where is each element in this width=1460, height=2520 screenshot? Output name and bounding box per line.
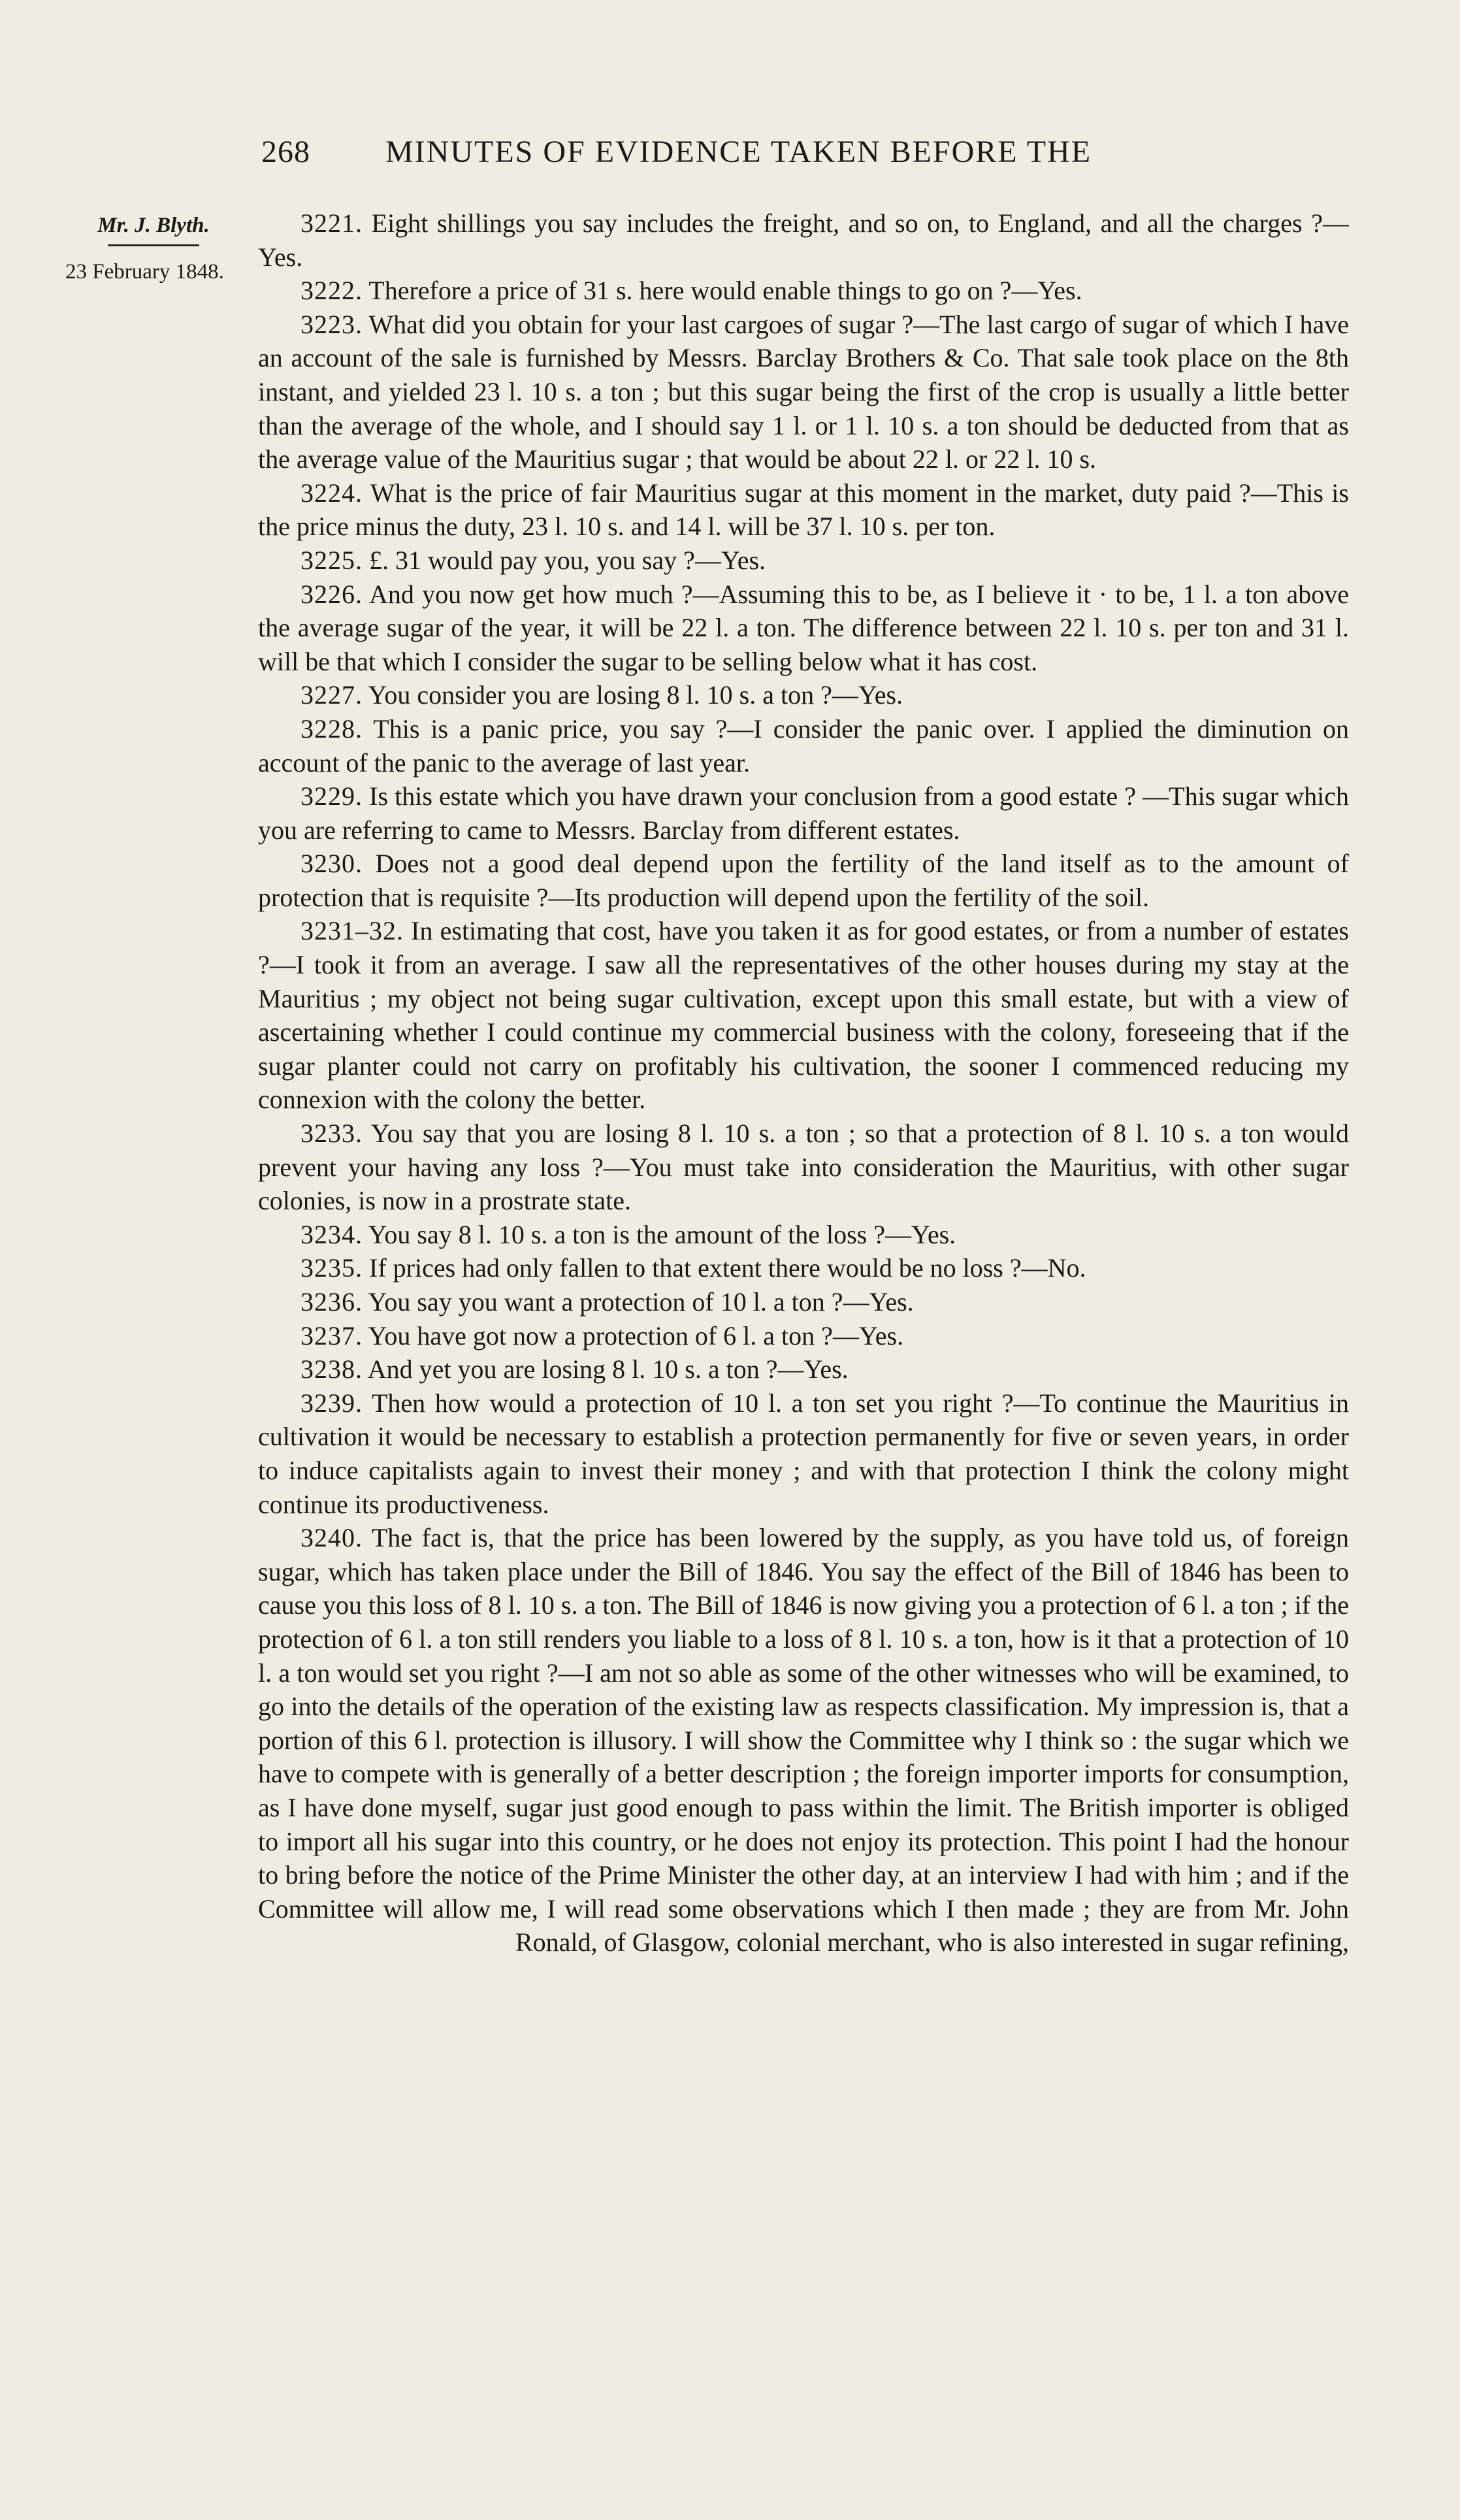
paragraph-text: What did you obtain for your last cargoes of sugar ?—The last cargo of sugar of which I have an account of the sale is furnished by Messrs. Barclay Brothers & Co. That sale took place on the 8th instant, and yielded 23 l. 10 s. a ton ; but this sugar being the first of the crop is usually a little better than the average of the whole, and I should say 1 l. or 1 l. 10 s. a ton should be deducted from that as the average value of the Mauritius sugar ; that would be about 22 l. or 22 l. 10 s. <box>258 309 1349 474</box>
evidence-paragraph <box>258 1352 1349 1386</box>
evidence-paragraph <box>258 678 1349 712</box>
paragraph-text: What is the price of fair Mauritius sugar at this moment in the market, duty paid ?—This is the price minus the duty, 23 l. 10 s. and 14 l. will be 37 l. 10 s. per ton. <box>258 478 1349 542</box>
evidence-paragraph <box>258 1251 1349 1285</box>
evidence-paragraph <box>258 847 1349 914</box>
paragraph-text: In estimating that cost, have you taken it as for good estates, or from a number of estates ?—I took it from an average. I saw all the representatives of the other houses during my stay at the Mauritius ; my object not being sugar cultivation, except upon this small estate, but with a view of ascertaining whether I could continue my commercial business with the colony, foreseeing that if the sugar planter could not carry on profitably his cultivation, the sooner I commenced reducing my connexion with the colony the better. <box>258 916 1349 1115</box>
question-number: 3237. <box>300 1320 363 1350</box>
paragraph-text: You have got now a protection of 6 l. a ton ?—Yes. <box>368 1320 904 1350</box>
paragraph-text: You consider you are losing 8 l. 10 s. a ton ?—Yes. <box>368 680 903 710</box>
question-number: 3227. <box>300 680 363 710</box>
evidence-paragraph <box>258 914 1349 1117</box>
paragraph-text: Then how would a protection of 10 l. a ton set you right ?—To continue the Mauritius in cultivation it would be necessary to establish a protection permanently for five or seven years, in order to induce capitalists again to invest their money ; and with that protection I think the colony might continue its productiveness. <box>258 1388 1349 1519</box>
question-number: 3222. <box>300 276 363 306</box>
paragraph-text: Does not a good deal depend upon the fertility of the land itself as to the amount of protection that is requisite ?—Its production will depend upon the fertility of the soil. <box>258 849 1350 912</box>
evidence-paragraph <box>258 1285 1349 1319</box>
running-header <box>261 134 1352 170</box>
page-number: 268 <box>261 135 310 169</box>
evidence-paragraph <box>258 712 1349 779</box>
evidence-paragraph <box>258 1319 1349 1353</box>
question-number: 3240. <box>300 1523 363 1553</box>
question-number: 3223. <box>300 309 363 339</box>
evidence-paragraph <box>258 206 1349 274</box>
evidence-paragraph <box>258 1117 1349 1218</box>
question-number: 3233. <box>300 1119 363 1149</box>
evidence-paragraph <box>258 1386 1349 1521</box>
question-number: 3224. <box>300 478 363 508</box>
evidence-date: 23 February 1848. <box>65 260 224 284</box>
paragraph-text: Is this estate which you have drawn your conclusion from a good estate ? —This sugar which you are referring to came to Messrs. Barclay from different estates. <box>258 781 1349 845</box>
question-number: 3229. <box>300 781 363 811</box>
witness-name: Mr. J. Blyth. <box>97 214 210 237</box>
question-number: 3234. <box>300 1219 363 1249</box>
evidence-paragraph <box>258 476 1349 544</box>
evidence-paragraph <box>258 578 1349 679</box>
evidence-body <box>258 206 1349 1959</box>
question-number: 3226. <box>300 579 363 609</box>
paragraph-text: £. 31 would pay you, you say ?—Yes. <box>369 545 766 575</box>
evidence-paragraph <box>258 1218 1349 1252</box>
paragraph-text: Therefore a price of 31 s. here would enable things to go on ?—Yes. <box>368 276 1082 306</box>
evidence-paragraph <box>258 274 1349 308</box>
paragraph-text: If prices had only fallen to that extent there would be no loss ?—No. <box>369 1253 1086 1283</box>
paragraph-text: Eight shillings you say includes the freight, and so on, to England, and all the charges ?—Yes. <box>258 208 1349 272</box>
question-number: 3228. <box>300 713 363 744</box>
evidence-paragraph <box>258 308 1349 476</box>
question-number: 3225. <box>300 545 363 575</box>
evidence-paragraph <box>258 1521 1349 1959</box>
paragraph-text: You say that you are losing 8 l. 10 s. a ton ; so that a protection of 8 l. 10 s. a ton would prevent your having any loss ?—You must take into consideration the Mauritius, with other sugar colonies, is now in a prostrate state. <box>258 1119 1349 1216</box>
paragraph-text: You say 8 l. 10 s. a ton is the amount of the loss ?—Yes. <box>368 1219 956 1249</box>
question-number: 3239. <box>300 1388 363 1418</box>
margin-rule <box>108 244 199 246</box>
question-number: 3221. <box>300 208 363 238</box>
paragraph-text: And yet you are losing 8 l. 10 s. a ton ?—Yes. <box>367 1354 849 1384</box>
question-number: 3230. <box>300 849 363 879</box>
question-number: 3235. <box>300 1253 363 1283</box>
running-title: MINUTES OF EVIDENCE TAKEN BEFORE THE <box>385 135 1092 169</box>
question-number: 3231–32. <box>300 916 404 946</box>
question-number: 3236. <box>300 1287 363 1317</box>
question-number: 3238. <box>300 1354 363 1384</box>
evidence-paragraph <box>258 779 1349 847</box>
paragraph-text: You say you want a protection of 10 l. a ton ?—Yes. <box>368 1287 914 1317</box>
paragraph-text: And you now get how much ?—Assuming this to be, as I believe it · to be, 1 l. a ton above the average sugar of the year, it will be 22 l. a ton. The difference between 22 l. 10 s. per ton and 31 l. will be that which I consider the sugar to be selling below what it has cost. <box>258 579 1349 676</box>
margin-note <box>65 208 242 289</box>
paragraph-text: The fact is, that the price has been lowered by the supply, as you have told us, of foreign sugar, which has taken place under the Bill of 1846. You say the effect of the Bill of 1846 has been to cause you this loss of 8 l. 10 s. a ton. The Bill of 1846 is now giving you a protection of 6 l. a ton ; if the protection of 6 l. a ton still renders you liable to a loss of 8 l. 10 s. a ton, how is it that a protection of 10 l. a ton would set you right ?—I am not so able as some of the other witnesses who will be examined, to go into the details of the operation of the existing law as respects classification. My impression is, that a portion of this 6 l. protection is illusory. I will show the Committee why I think so : the sugar which we have to compete with is generally of a better description ; the foreign importer imports for consumption, as I have done myself, sugar just good enough to pass within the limit. The British importer is obliged to import all his sugar into this country, or he does not enjoy its protection. This point I had the honour to bring before the notice of the Prime Minister the other day, at an interview I had with him ; and if the Committee will allow me, I will read some observations which I then made ; they are from Mr. John Ronald, of Glasgow, colonial merchant, who is also interested in sugar refining, <box>258 1523 1350 1957</box>
paragraph-text: This is a panic price, you say ?—I consider the panic over. I applied the diminution on account of the panic to the average of last year. <box>258 713 1350 777</box>
evidence-paragraph <box>258 544 1349 578</box>
